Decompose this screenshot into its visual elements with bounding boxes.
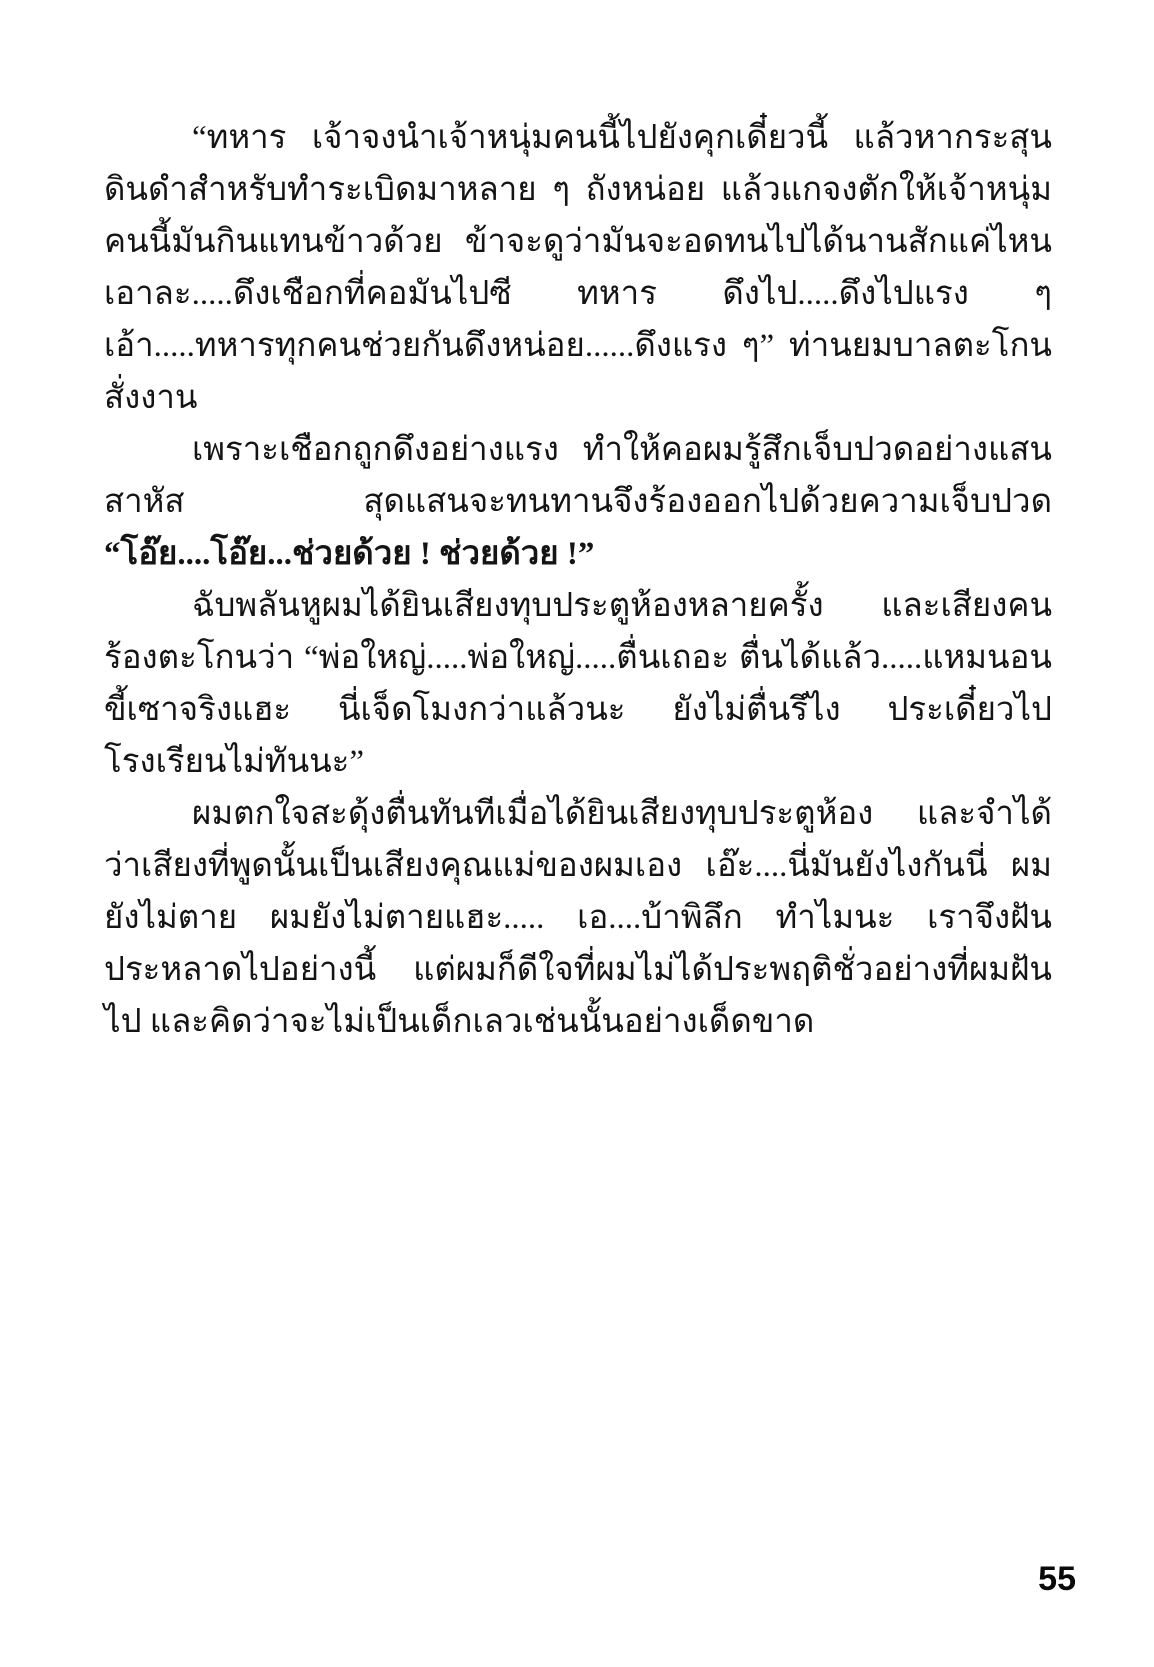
body-text: ผมตกใจสะดุ้งตื่นทันทีเมื่อได้ยินเสียงทุบประตูห้อง และจำได้ว่าเสียงที่พูดนั้นเป็นเสียงคุณแม่ของผมเอง เอ๊ะ....นี่มันยังไงกันนี่ ผมยังไม่ตาย ผมยังไม่ตายแฮะ..... เอ....บ้าพิลึก ทำไมนะ เราจึงฝันประหลาดไปอย่างนี้ แต่ผมก็ดีใจที่ผมไม่ได้ประพฤติชั่วอย่างที่ผมฝันไป และคิดว่าจะไม่เป็นเด็กเลวเช่นนั้นอย่างเด็ดขาด — [104, 796, 1052, 1040]
page-number: 55 — [1038, 1560, 1076, 1598]
text-block — [104, 112, 1052, 1048]
paragraph — [104, 580, 1052, 788]
paragraph — [104, 788, 1052, 1048]
paragraph — [104, 424, 1052, 580]
body-text: “ทหาร เจ้าจงนำเจ้าหนุ่มคนนี้ไปยังคุกเดี๋ยวนี้ แล้วหากระสุนดินดำสำหรับทำระเบิดมาหลาย ๆ ถังหน่อย แล้วแกจงตักให้เจ้าหนุ่มคนนี้มันกินแทนข้าวด้วย ข้าจะดูว่ามันจะอดทนไปได้นานสักแค่ไหน เอาละ.....ดึงเชือกที่คอมันไปซี ทหาร ดึงไป.....ดึงไปแรง ๆ เอ้า.....ทหารทุกคนช่วยกันดึงหน่อย......ดึงแรง ๆ” ท่านยมบาลตะโกนสั่งงาน — [104, 120, 1052, 416]
paragraph — [104, 112, 1052, 424]
body-text: ฉับพลันหูผมได้ยินเสียงทุบประตูห้องหลายครั้ง และเสียงคนร้องตะโกนว่า “พ่อใหญ่.....พ่อใหญ่.....ตื่นเถอะ ตื่นได้แล้ว.....แหมนอนขี้เซาจริงแฮะ นี่เจ็ดโมงกว่าแล้วนะ ยังไม่ตื่นรึไง ประเดี๋ยวไปโรงเรียนไม่ทันนะ” — [104, 588, 1052, 780]
body-text: เพราะเชือกถูกดึงอย่างแรง ทำให้คอผมรู้สึกเจ็บปวดอย่างแสนสาหัส สุดแสนจะทนทานจึงร้องออกไปด้วยความเจ็บปวด — [104, 432, 1052, 520]
emphasized-text: “โอ๊ย....โอ๊ย...ช่วยด้วย ! ช่วยด้วย !” — [104, 536, 595, 572]
